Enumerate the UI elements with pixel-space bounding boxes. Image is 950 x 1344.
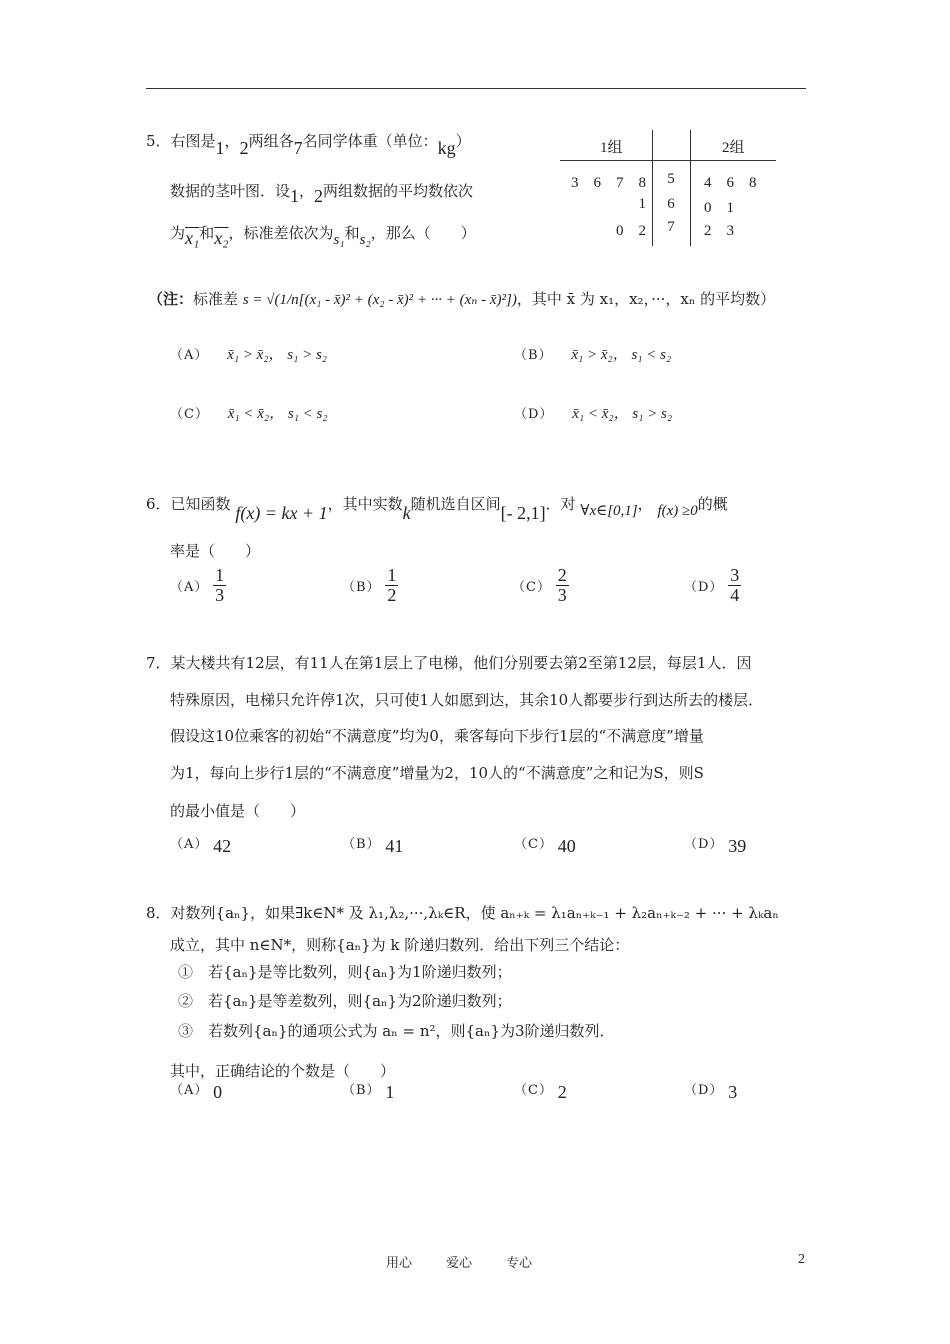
q6-text: 随机选自区间 bbox=[410, 495, 501, 513]
stem-leaf-divider-right bbox=[690, 130, 691, 246]
option-text: 39 bbox=[728, 836, 747, 856]
q5-text: 和 bbox=[199, 224, 215, 242]
denominator: 2 bbox=[387, 584, 397, 605]
option-label: （C） bbox=[514, 1083, 553, 1098]
option-text: 42 bbox=[213, 836, 232, 856]
q8-question: 其中，正确结论的个数是（ ） bbox=[170, 1062, 396, 1080]
q6-option-c bbox=[512, 566, 569, 605]
stem-leaf-header-left: 1组 bbox=[600, 140, 623, 156]
stem-leaf-right-leaves: 0 1 bbox=[704, 200, 735, 216]
q5-line-1 bbox=[146, 130, 471, 158]
option-text: 3 bbox=[728, 1082, 738, 1102]
q5-group-2: 2 bbox=[239, 138, 249, 158]
q5-text: ，标准差依次为 bbox=[228, 224, 334, 242]
option-label: （A） bbox=[170, 579, 209, 595]
q8-option-b bbox=[342, 1078, 395, 1102]
q5-sd-s1: s₁ bbox=[333, 232, 345, 248]
q5-text: 5．右图是 bbox=[146, 132, 216, 150]
q5-option-b bbox=[514, 343, 671, 364]
option-text: 40 bbox=[557, 836, 576, 856]
q6-text: 的概 bbox=[697, 495, 728, 513]
q7-option-d bbox=[684, 832, 747, 856]
q7-option-a bbox=[170, 832, 232, 856]
q8-statement-1: ① 若{aₙ}是等比数列，则{aₙ}为1阶递归数列； bbox=[178, 963, 512, 981]
q5-text: ，那么（ ） bbox=[370, 224, 476, 242]
q8-option-c bbox=[514, 1078, 567, 1102]
option-text: x̄₁ < x̄₂， s₁ < s₂ bbox=[227, 406, 328, 422]
q7-line-4: 为1，每向上步行1层的“不满意度”增量为2，10人的“不满意度”之和记为S，则S bbox=[170, 764, 704, 782]
fraction bbox=[213, 566, 226, 605]
q6-text: 6．已知函数 bbox=[146, 495, 231, 513]
option-label: （C） bbox=[514, 837, 553, 852]
page-number: 2 bbox=[798, 1252, 805, 1267]
q8-line-2: 成立，其中 n∈N*，则称{aₙ}为 k 阶递归数列．给出下列三个结论： bbox=[170, 936, 630, 954]
q6-forall: ∀x∈[0,1] bbox=[580, 503, 638, 519]
q6-option-d bbox=[684, 566, 741, 605]
q6-option-a bbox=[170, 566, 226, 605]
q5-group-2: 2 bbox=[314, 186, 324, 206]
q7-line-5: 的最小值是（ ） bbox=[170, 802, 306, 820]
fraction bbox=[728, 566, 741, 605]
footer-text: 专心 bbox=[506, 1256, 533, 1271]
q5-unit: kg bbox=[437, 138, 456, 158]
header-rule bbox=[146, 88, 806, 89]
q5-note-suffix: ，其中 x̄ 为 x₁，x₂，···，xₙ 的平均数） bbox=[516, 290, 776, 308]
q5-line-3 bbox=[170, 222, 476, 248]
option-text: 2 bbox=[557, 1082, 567, 1102]
q5-text: 和 bbox=[344, 224, 360, 242]
q7-line-2: 特殊原因，电梯只允许停1次，只可使1人如愿到达，其余10人都要步行到达所去的楼层． bbox=[170, 691, 764, 709]
q6-k: k bbox=[402, 503, 411, 523]
q6-text: ．对 bbox=[545, 495, 576, 513]
q5-group-1: 1 bbox=[290, 186, 300, 206]
denominator: 4 bbox=[730, 584, 740, 605]
option-label: （B） bbox=[342, 1083, 381, 1098]
stem-leaf-stem: 7 bbox=[667, 219, 675, 235]
option-label: （D） bbox=[684, 579, 724, 595]
q6-condition: f(x) ≥0 bbox=[657, 503, 698, 519]
q6-function: f(x) = kx + 1 bbox=[235, 503, 328, 523]
q5-option-d bbox=[514, 402, 672, 423]
stem-leaf-header-right: 2组 bbox=[722, 140, 745, 156]
option-text: 1 bbox=[385, 1082, 395, 1102]
q5-text: 两组各 bbox=[248, 132, 294, 150]
stem-leaf-header-rule bbox=[560, 160, 776, 161]
option-label: （B） bbox=[342, 837, 381, 852]
q6-text: ， bbox=[637, 495, 653, 513]
numerator: 1 bbox=[215, 565, 225, 585]
q5-text: 数据的茎叶图．设 bbox=[170, 182, 291, 200]
option-label: （B） bbox=[342, 579, 381, 595]
numerator: 1 bbox=[387, 565, 397, 585]
option-label: （B） bbox=[514, 348, 553, 363]
fraction bbox=[556, 566, 569, 605]
q5-mean-x1: x₁ bbox=[185, 228, 200, 248]
q6-option-b bbox=[342, 566, 398, 605]
stem-leaf-left-leaves: 0 2 bbox=[615, 223, 646, 239]
q6-interval: [- 2,1] bbox=[500, 503, 546, 523]
q5-text: 名同学体重（单位： bbox=[302, 132, 438, 150]
sd-formula: s = √(1/n[(x₁ - x̄)² + (x₂ - x̄)² + ··· + (xₙ - x̄)²]) bbox=[242, 292, 517, 308]
q5-note bbox=[148, 288, 775, 309]
q5-count: 7 bbox=[293, 138, 303, 158]
q8-option-a bbox=[170, 1078, 223, 1102]
option-text: 41 bbox=[385, 836, 404, 856]
stem-leaf-stem: 6 bbox=[667, 196, 675, 212]
q8-statement-3: ③ 若数列{aₙ}的通项公式为 aₙ = n²，则{aₙ}为3阶递归数列． bbox=[178, 1022, 615, 1040]
fraction bbox=[385, 566, 398, 605]
denominator: 3 bbox=[215, 584, 225, 605]
stem-leaf-right-leaves: 4 6 8 bbox=[704, 175, 757, 191]
q5-text: ） bbox=[455, 132, 471, 150]
q5-group-1: 1 bbox=[215, 138, 225, 158]
q5-option-c bbox=[170, 402, 328, 423]
q5-sd-s2: s₂ bbox=[359, 232, 371, 248]
q8-option-d bbox=[684, 1078, 738, 1102]
q8-statement-2: ② 若{aₙ}是等差数列，则{aₙ}为2阶递归数列； bbox=[178, 992, 512, 1010]
q5-text: 两组数据的平均数依次 bbox=[323, 182, 474, 200]
option-text: x̄₁ > x̄₂， s₁ < s₂ bbox=[571, 347, 672, 363]
q5-text: ， bbox=[299, 182, 315, 200]
option-label: （C） bbox=[170, 407, 209, 422]
q7-option-b bbox=[342, 832, 404, 856]
q7-line-3: 假设这10位乘客的初始“不满意度”均为0，乘客每向下步行1层的“不满意度”增量 bbox=[170, 727, 704, 745]
q6-line-2: 率是（ ） bbox=[170, 542, 261, 560]
option-text: x̄₁ < x̄₂， s₁ > s₂ bbox=[572, 406, 673, 422]
numerator: 3 bbox=[730, 565, 740, 585]
stem-leaf-left-leaves: 3 6 7 8 bbox=[570, 175, 646, 191]
q8-line-1: 8．对数列{aₙ}，如果∃k∈N* 及 λ₁,λ₂,···,λₖ∈R，使 aₙ₊ₖ = λ₁aₙ₊ₖ₋₁ + λ₂aₙ₊ₖ₋₂ + ··· + λₖaₙ bbox=[146, 904, 779, 922]
stem-leaf-left-leaves: 1 bbox=[638, 196, 646, 212]
q5-mean-x2: x₂ bbox=[214, 228, 229, 248]
denominator: 3 bbox=[557, 584, 567, 605]
q6-text: ，其中实数 bbox=[327, 495, 403, 513]
q5-note-prefix: （注： bbox=[148, 290, 194, 308]
q6-line-1 bbox=[146, 493, 728, 523]
footer-text: 爱心 bbox=[446, 1256, 473, 1271]
option-text: 0 bbox=[213, 1082, 223, 1102]
q7-option-c bbox=[514, 832, 576, 856]
q5-text: ， bbox=[224, 132, 240, 150]
q5-text: 为 bbox=[170, 224, 186, 242]
option-text: x̄₁ > x̄₂， s₁ > s₂ bbox=[227, 347, 328, 363]
q5-note-text: 标准差 bbox=[193, 290, 239, 308]
stem-leaf-stem: 5 bbox=[667, 171, 675, 187]
q5-line-2 bbox=[170, 180, 474, 206]
stem-leaf-right-leaves: 2 3 bbox=[704, 223, 735, 239]
option-label: （C） bbox=[512, 579, 551, 595]
option-label: （A） bbox=[170, 348, 209, 363]
footer-text: 用心 bbox=[386, 1256, 413, 1271]
option-label: （D） bbox=[684, 837, 724, 852]
option-label: （D） bbox=[684, 1083, 724, 1098]
stem-leaf-plot bbox=[560, 130, 776, 246]
q7-line-1: 7．某大楼共有12层，有11人在第1层上了电梯，他们分别要去第2至第12层，每层1人．因 bbox=[146, 654, 752, 672]
option-label: （A） bbox=[170, 837, 209, 852]
q5-option-a bbox=[170, 343, 327, 364]
numerator: 2 bbox=[557, 565, 567, 585]
option-label: （A） bbox=[170, 1083, 209, 1098]
option-label: （D） bbox=[514, 407, 554, 422]
